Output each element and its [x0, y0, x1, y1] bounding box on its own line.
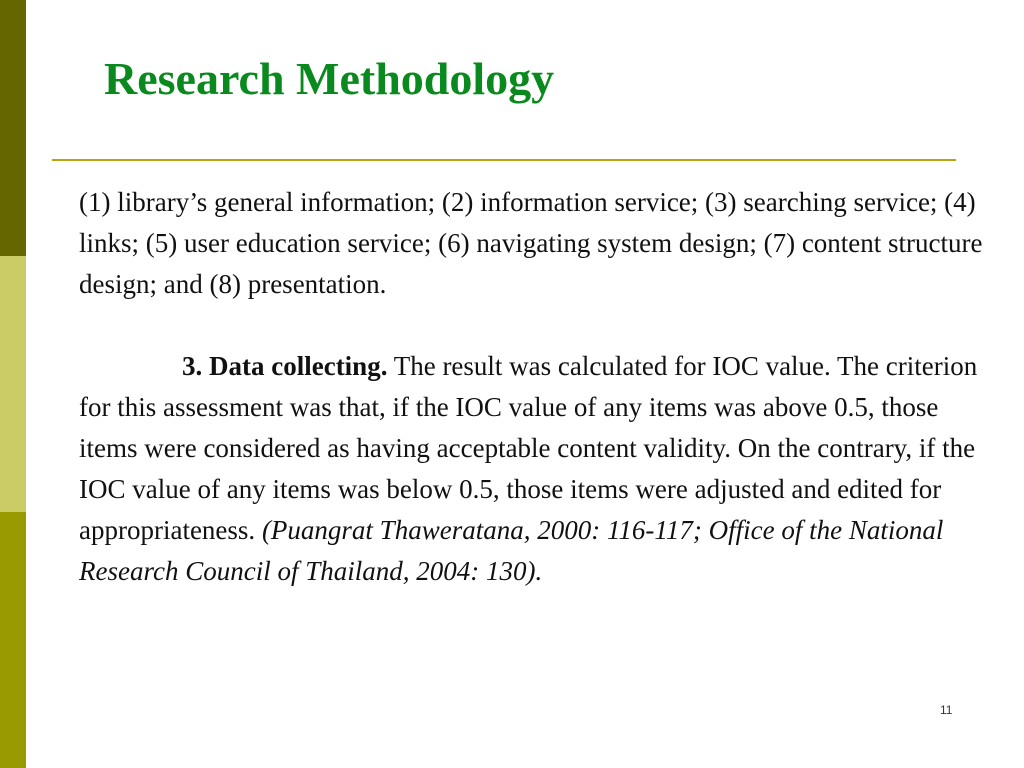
- data-collecting-citation: (Puangrat Thaweratana, 2000: 116-117; Office of the National Research Council of Thailand, 2004: 130).: [79, 515, 944, 586]
- paragraph-gap: [79, 305, 989, 346]
- side-bar-middle-segment: [0, 256, 26, 512]
- slide-number: 11: [940, 703, 953, 717]
- paragraph-data-collecting: [79, 346, 989, 592]
- slide-body: [79, 182, 989, 592]
- data-collecting-heading: 3. Data collecting.: [182, 351, 388, 381]
- side-bar-bottom-segment: [0, 512, 26, 768]
- paragraph-criteria-list: (1) library’s general information; (2) information service; (3) searching service; (4) links; (5) user education service; (6) navigating system design; (7) content structure design; and (8) presentation.: [79, 187, 983, 299]
- title-divider: [52, 159, 956, 161]
- side-accent-bar: [0, 0, 26, 768]
- side-bar-top-segment: [0, 0, 26, 256]
- data-collecting-text: The result was calculated for IOC value. The criterion for this assessment was that, if the IOC value of any items was above 0.5, those items were considered as having acceptable content validity. On the contrary, if the IOC value of any items was below 0.5, those items were adjusted and edited for appropriateness.: [79, 351, 978, 545]
- slide-title: Research Methodology: [104, 53, 555, 104]
